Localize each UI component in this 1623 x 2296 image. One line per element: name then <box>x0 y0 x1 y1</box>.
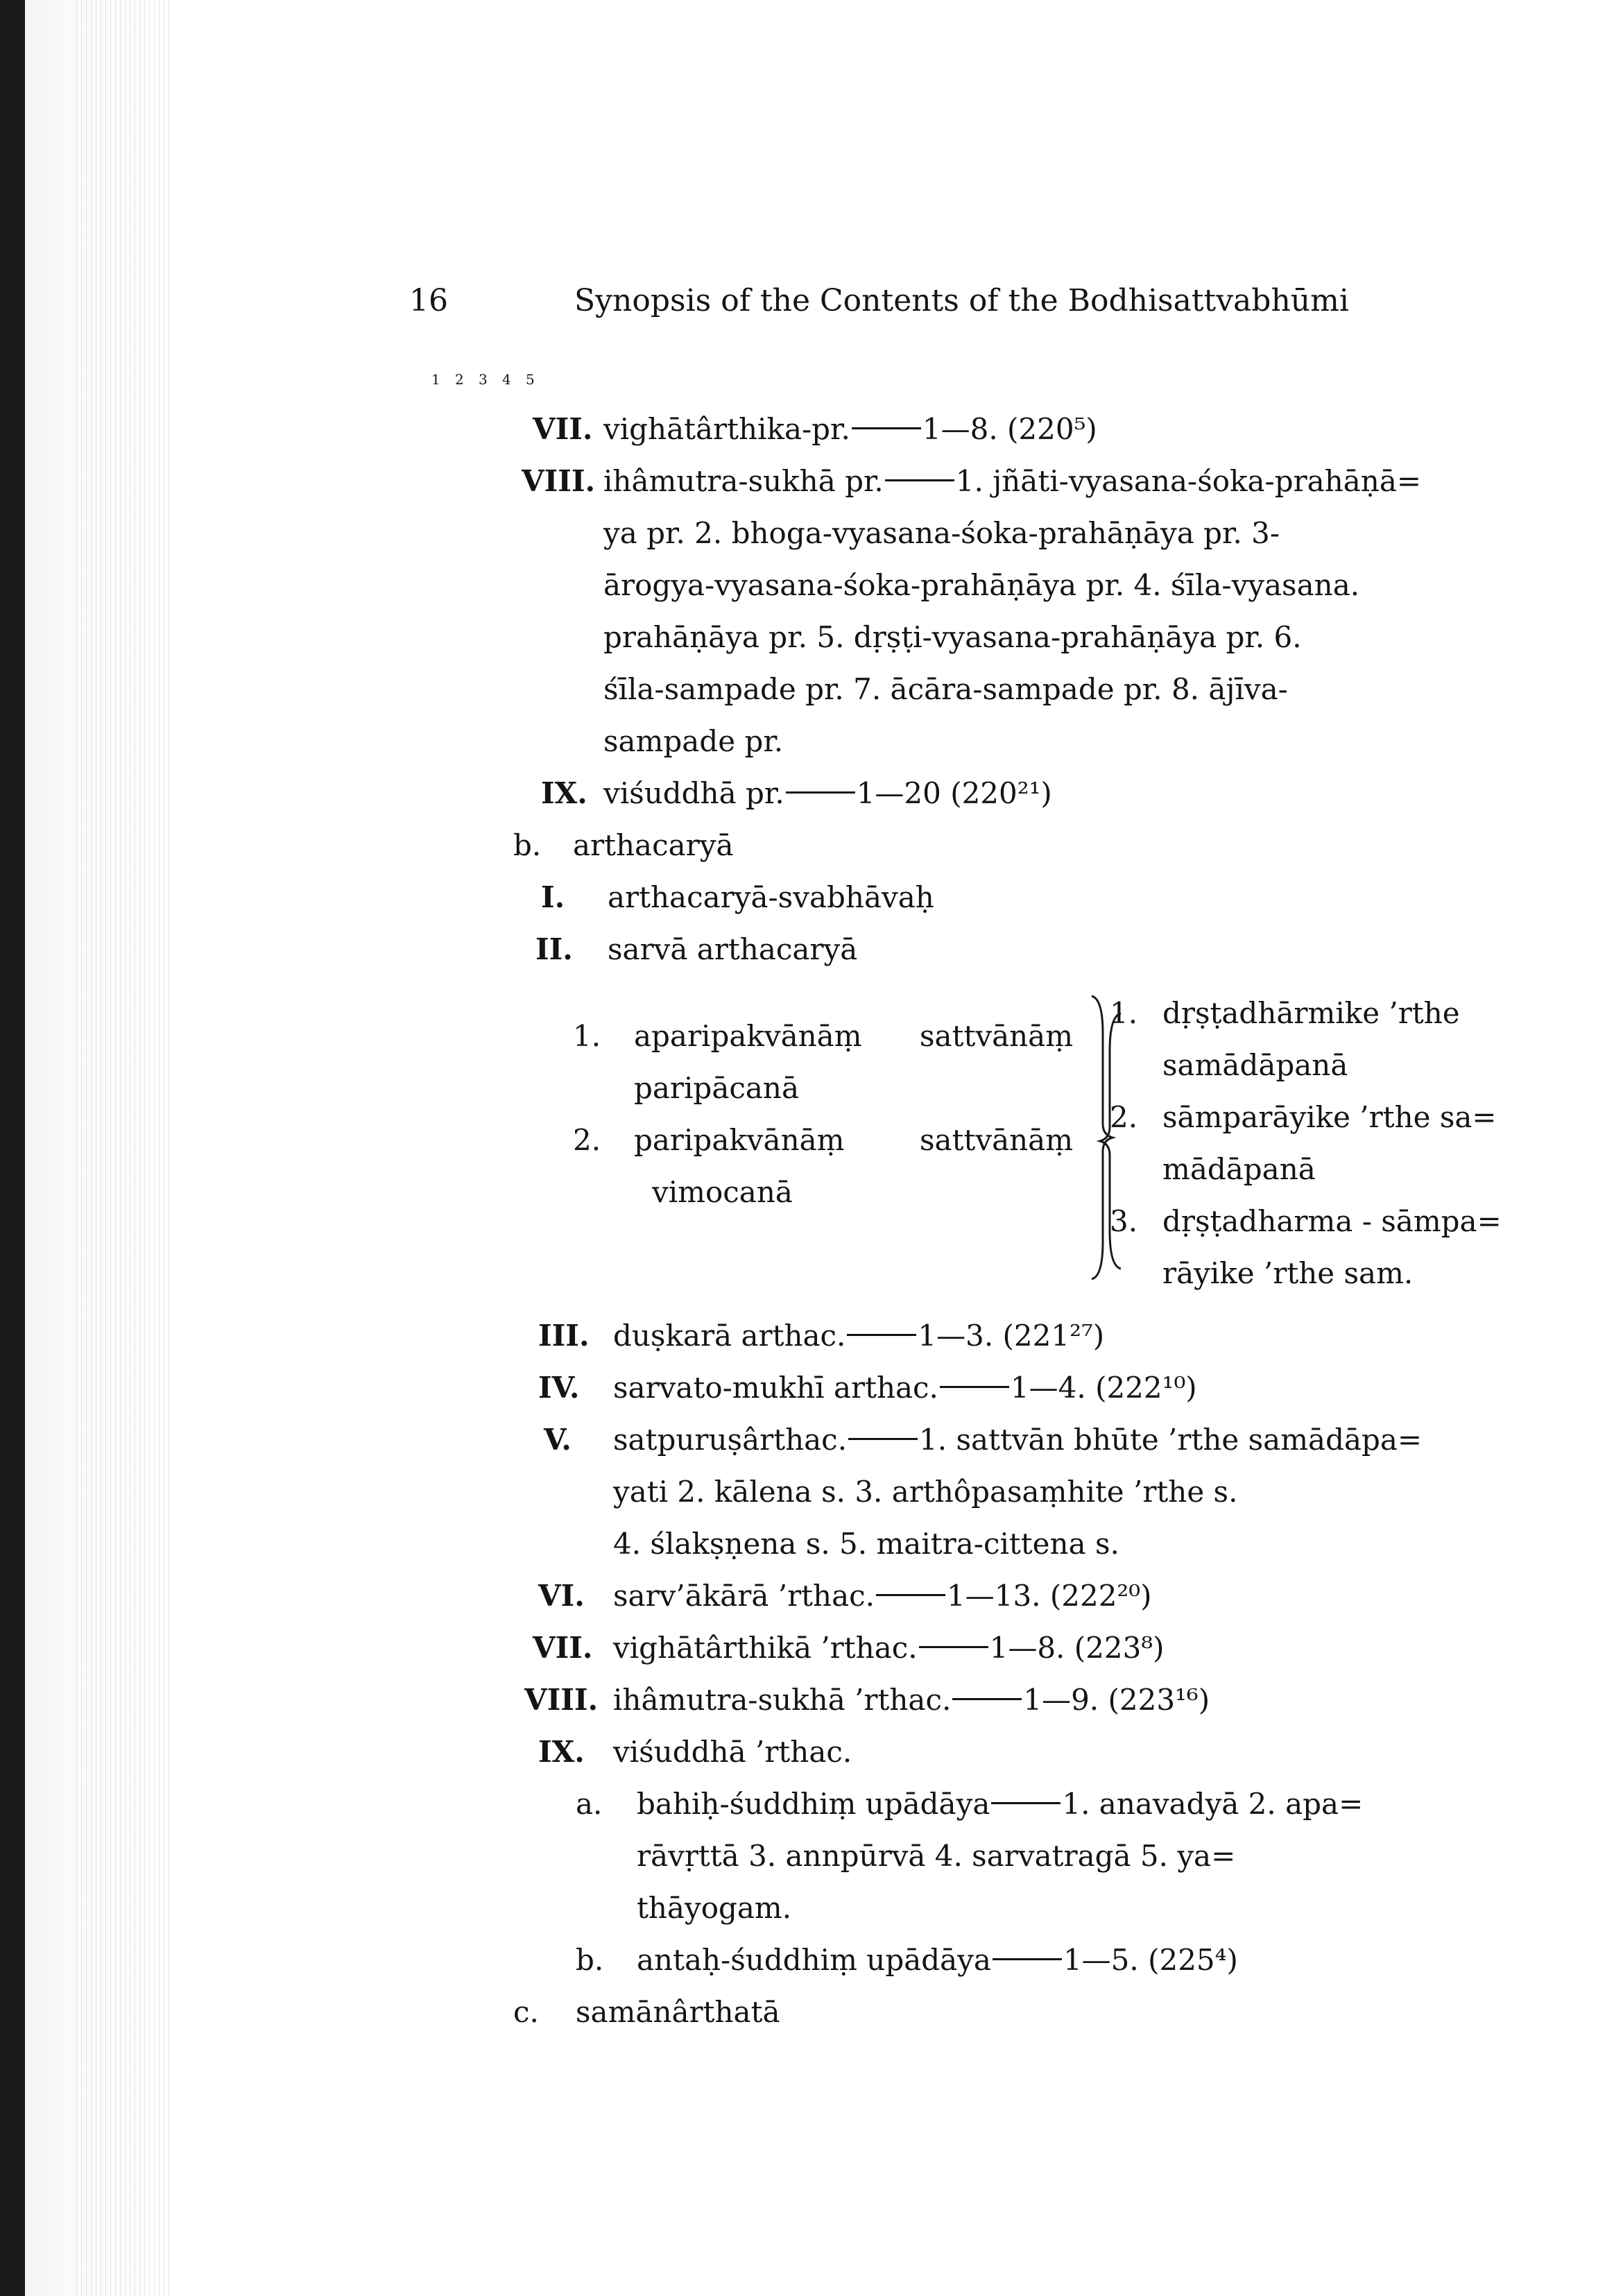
column-number: 5 <box>526 371 535 388</box>
brace-item-term: sattvānāṃ <box>920 1019 1074 1053</box>
brace-item-term: paripakvānāṃ <box>634 1123 845 1157</box>
column-number: 4 <box>502 371 511 388</box>
entry-line <box>637 1787 1364 1821</box>
entry-line <box>613 1425 1422 1455</box>
section-number: VIII. <box>522 464 596 498</box>
em-dash <box>919 1646 988 1648</box>
brace-item-term: sattvānāṃ <box>920 1123 1074 1157</box>
section-number: VI. <box>538 1579 585 1613</box>
brace-item-number: 2. <box>1110 1100 1138 1134</box>
column-numbers <box>431 371 549 388</box>
brace-item-number: 3. <box>1110 1204 1138 1238</box>
em-dash <box>940 1386 1009 1388</box>
em-dash <box>991 1802 1060 1804</box>
entry-term: sarvato-mukhī arthac. <box>613 1371 938 1405</box>
entry-line <box>637 1943 1238 1977</box>
entry-line <box>603 412 1097 446</box>
em-dash <box>848 1438 918 1440</box>
text-line: 4. ślakṣṇena s. 5. maitra-cittena s. <box>613 1527 1119 1561</box>
brace-item-number: 1. <box>573 1019 601 1053</box>
em-dash <box>993 1958 1062 1960</box>
section-number: I. <box>541 880 565 914</box>
section-number: VIII. <box>524 1683 599 1717</box>
text-line: sampade pr. <box>603 724 784 758</box>
text-line: prahāṇāya pr. 5. dṛṣṭi-vyasana-prahāṇāya pr. 6. <box>603 620 1302 654</box>
em-dash <box>852 427 921 429</box>
text-line: thāyogam. <box>637 1891 792 1925</box>
entry-line <box>613 1683 1210 1717</box>
brace-item-term: dṛṣṭadharma - sāmpa= <box>1162 1204 1502 1238</box>
text-line: rāvṛttā 3. annpūrvā 4. sarvatragā 5. ya= <box>637 1839 1236 1873</box>
em-dash <box>847 1334 916 1336</box>
entry-term: sarvā arthacaryā <box>608 932 858 966</box>
page-number: 16 <box>409 283 448 318</box>
brace-item-term: rāyike ’rthe sam. <box>1162 1256 1414 1290</box>
column-number: 3 <box>479 371 488 388</box>
brace-item-term: dṛṣṭadhārmike ’rthe <box>1162 996 1460 1030</box>
entry-line <box>613 1373 1197 1403</box>
brace-item-term: aparipakvānāṃ <box>634 1019 862 1053</box>
entry-ref: 1—13. (222²⁰) <box>947 1579 1152 1613</box>
entry-line <box>603 776 1052 810</box>
brace-item-term: sāmparāyike ’rthe sa= <box>1162 1100 1497 1134</box>
em-dash <box>952 1698 1022 1700</box>
entry-term: ihâmutra-sukhā pr. <box>603 464 884 498</box>
subsection-letter: b. <box>513 828 542 862</box>
text-line: śīla-sampade pr. 7. ācāra-sampade pr. 8. ājīva- <box>603 672 1288 706</box>
entry-term: antaḥ-śuddhiṃ upādāya <box>637 1943 991 1977</box>
section-number: VII. <box>533 1631 593 1665</box>
brace-item-number: 2. <box>573 1123 601 1157</box>
page-edge-lines <box>76 0 173 2296</box>
entry-term: viśuddhā pr. <box>603 776 784 810</box>
entry-ref: 1—8. (223⁸) <box>989 1631 1165 1665</box>
brace-item-term: samādāpanā <box>1162 1048 1348 1082</box>
entry-term: sarv’ākārā ’rthac. <box>613 1579 875 1613</box>
entry-ref: 1. anavadyā 2. apa= <box>1062 1787 1364 1821</box>
section-number: II. <box>535 932 573 966</box>
subsection-letter: b. <box>576 1943 604 1977</box>
subsection-letter: c. <box>513 1995 539 2029</box>
entry-ref: 1. sattvān bhūte ’rthe samādāpa= <box>919 1423 1423 1457</box>
entry-term: satpuruṣârthac. <box>613 1423 848 1457</box>
entry-term: vighātârthikā ’rthac. <box>613 1631 918 1665</box>
entry-term: duṣkarā arthac. <box>613 1319 846 1353</box>
section-number: V. <box>544 1423 572 1457</box>
em-dash <box>885 479 954 481</box>
entry-term: vighātârthika-pr. <box>603 412 850 446</box>
text-line: ārogya-vyasana-śoka-prahāṇāya pr. 4. śīla-vyasana. <box>603 568 1360 602</box>
entry-term: viśuddhā ’rthac. <box>613 1735 852 1769</box>
subsection-letter: a. <box>576 1787 603 1821</box>
section-number: IX. <box>541 776 587 810</box>
page-title: Synopsis of the Contents of the Bodhisattvabhūmi <box>574 283 1349 318</box>
text-line: yati 2. kālena s. 3. arthôpasaṃhite ’rthe s. <box>613 1475 1238 1509</box>
section-number: IV. <box>538 1371 580 1405</box>
entry-ref: 1—9. (223¹⁶) <box>1023 1683 1210 1717</box>
em-dash <box>786 791 855 794</box>
brace-item-number: 1. <box>1110 996 1138 1030</box>
entry-ref: 1—8. (220⁵) <box>922 412 1097 446</box>
entry-ref: 1—5. (225⁴) <box>1063 1943 1238 1977</box>
column-number: 1 <box>431 371 440 388</box>
em-dash <box>876 1594 945 1596</box>
entry-term: arthacaryā-svabhāvaḥ <box>608 880 934 914</box>
entry-ref: 1—4. (222¹⁰) <box>1010 1371 1197 1405</box>
section-number: IX. <box>538 1735 585 1769</box>
brace-item-term: vimocanā <box>652 1175 793 1209</box>
brace-item-term: mādāpanā <box>1162 1152 1316 1186</box>
entry-line <box>613 1321 1104 1351</box>
entry-ref: 1—20 (220²¹) <box>856 776 1052 810</box>
entry-line <box>613 1579 1152 1613</box>
section-number: III. <box>538 1319 590 1353</box>
entry-term: ihâmutra-sukhā ’rthac. <box>613 1683 952 1717</box>
section-number: VII. <box>533 412 593 446</box>
subsection-title: arthacaryā <box>573 828 734 862</box>
brace-item-term: paripācanā <box>634 1071 800 1105</box>
entry-ref: 1—3. (221²⁷) <box>918 1319 1105 1353</box>
subsection-title: samānârthatā <box>576 1995 780 2029</box>
column-number: 2 <box>455 371 464 388</box>
entry-ref: 1. jñāti-vyasana-śoka-prahāṇā= <box>955 464 1422 498</box>
entry-line <box>613 1631 1165 1665</box>
text-line: ya pr. 2. bhoga-vyasana-śoka-prahāṇāya pr. 3- <box>603 516 1280 550</box>
entry-term: bahiḥ-śuddhiṃ upādāya <box>637 1787 990 1821</box>
entry-line <box>603 464 1422 498</box>
